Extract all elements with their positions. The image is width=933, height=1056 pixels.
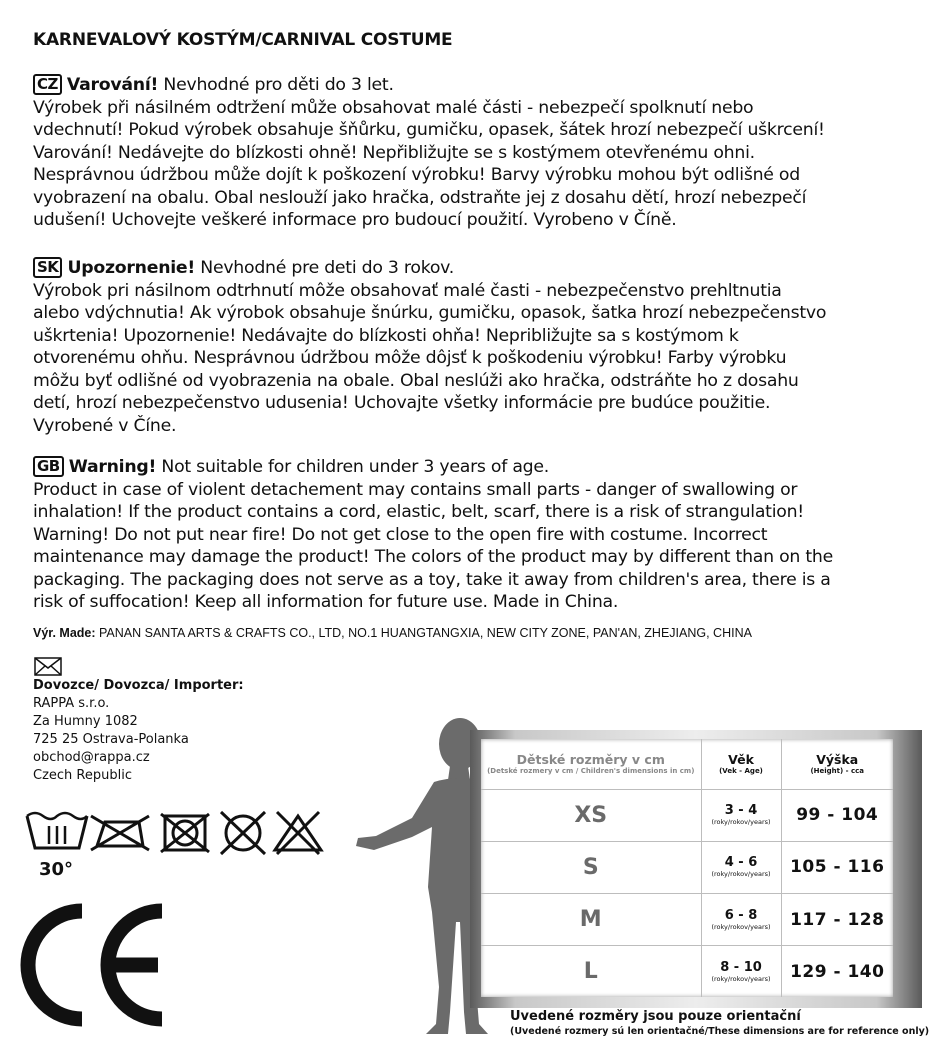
warning-heading-line <box>33 74 913 97</box>
age-cell: 3 - 4 <box>724 803 758 819</box>
table-row <box>481 789 893 841</box>
age-cell: 4 - 6 <box>724 855 758 871</box>
size-cell: XS <box>481 789 701 841</box>
warning-line: inhalation! If the product contains a cord, elastic, belt, scarf, there is a risk of strangulation! <box>33 502 804 522</box>
warning-keyword: Upozornenie! <box>67 258 196 278</box>
wash-temperature: 30° <box>39 859 74 880</box>
size-cell: L <box>481 946 701 997</box>
age-column-sub: (Vek - Age) <box>719 766 763 775</box>
warning-line: Varování! Nedávejte do blízkosti ohně! Nepřibližujte se s kostýmem otevřenému ohni. <box>33 142 755 163</box>
warning-intro: Not suitable for children under 3 years of age. <box>156 457 550 477</box>
page-title: KARNEVALOVÝ KOSTÝM/CARNIVAL COSTUME <box>33 30 453 50</box>
warning-line: vdechnutí! Pokud výrobek obsahuje šňůrku, gumičku, opasek, šátek hrozí nebezpečí uškrcení! <box>33 120 825 140</box>
warning-block-cz <box>33 74 913 232</box>
warning-line: Warning! Do not put near fire! Do not get close to the open fire with costume. Incorrect <box>33 524 768 545</box>
warning-keyword: Varování! <box>66 75 159 95</box>
no-dry-clean-icon <box>221 812 265 854</box>
no-tumble-dry-icon <box>161 814 209 852</box>
warning-line: Výrobek při násilném odtržení může obsahovat malé části - nebezpečí spolknutí nebo <box>33 97 754 118</box>
age-cell: 8 - 10 <box>720 959 762 975</box>
warning-line: Nesprávnou údržbou může dojít k poškození výrobku! Barvy výrobku mohou být odlišné od <box>33 165 800 185</box>
warning-line: risk of suffocation! Keep all information for future use. Made in China. <box>33 592 619 612</box>
importer-line: 725 25 Ostrava-Polanka <box>33 732 189 747</box>
table-row <box>481 946 893 997</box>
warning-line: uškrtenia! Upozornenie! Nedávajte do blízkosti ohňa! Nepribližujte sa s kostýmom k <box>33 325 739 346</box>
no-iron-icon <box>91 816 149 850</box>
warning-line: Vyrobené v Číne. <box>33 415 177 436</box>
wash-30-icon <box>27 813 87 880</box>
warning-line: detí, hrozí nebezpečenstvo udusenia! Uchovajte všetky informácie pre budúce použitie. <box>33 393 771 413</box>
manufacturer-label: Výr. Made: <box>33 626 96 640</box>
importer-heading: Dovozce/ Dovozca/ Importer: <box>33 678 244 693</box>
warning-block-sk <box>33 257 913 437</box>
height-column-header: Výška <box>816 751 859 767</box>
warning-heading-line <box>33 456 913 479</box>
importer-line: RAPPA s.r.o. <box>33 696 110 711</box>
ce-mark-icon <box>20 900 170 1030</box>
height-column-sub: (Height) - cca <box>810 766 865 775</box>
importer-line: Czech Republic <box>33 768 132 783</box>
age-unit: (roky/rokov/years) <box>711 870 771 879</box>
size-table-frame <box>470 730 922 1008</box>
warning-line: alebo vdýchnutia! Ak výrobok obsahuje šnúrku, gumičku, opasok, šatka hrozí nebezpečenstvo <box>33 303 827 323</box>
height-cell: 129 - 140 <box>781 946 893 997</box>
warning-line: Product in case of violent detachement may contains small parts - danger of swallowing or <box>33 479 798 500</box>
age-unit: (roky/rokov/years) <box>711 922 771 931</box>
height-cell: 105 - 116 <box>781 841 893 893</box>
warning-block-gb <box>33 456 913 614</box>
importer-line: obchod@rappa.cz <box>33 750 150 765</box>
language-flag: SK <box>33 257 62 278</box>
height-cell: 99 - 104 <box>781 789 893 841</box>
language-flag: GB <box>33 456 64 477</box>
age-unit: (roky/rokov/years) <box>711 818 771 827</box>
warning-intro: Nevhodné pro děti do 3 let. <box>158 75 394 95</box>
warning-line: vyobrazení na obalu. Obal neslouží jako hračka, odstraňte jej z dosahu dětí, hrozí nebezpečí <box>33 187 807 208</box>
warning-line: Výrobok pri násilnom odtrhnutí môže obsahovať malé časti - nebezpečenstvo prehltnutia <box>33 280 782 301</box>
language-flag: CZ <box>33 74 62 95</box>
height-cell: 117 - 128 <box>781 894 893 946</box>
size-table-title: Dětské rozměry v cm <box>516 752 665 768</box>
size-note: Uvedené rozměry jsou pouze orientační <box>510 1009 801 1024</box>
importer-line: Za Humny 1082 <box>33 714 138 729</box>
size-table-header <box>481 739 893 789</box>
manufacturer-line <box>33 626 752 640</box>
size-table-title-sub: (Detské rozmery v cm / Children's dimensions in cm) <box>487 767 695 776</box>
warning-line: udušení! Uchovejte veškeré informace pro budoucí použití. Vyrobeno v Číně. <box>33 210 677 230</box>
age-cell: 6 - 8 <box>724 907 758 923</box>
age-column-header: Věk <box>728 751 754 767</box>
warning-line: otvorenému ohňu. Nesprávnou údržbou môže dôjsť k poškodeniu výrobku! Farby výrobku <box>33 348 787 368</box>
size-note-sub: (Uvedené rozmery sú len orientačné/These dimensions are for reference only) <box>510 1026 930 1037</box>
warning-heading-line <box>33 257 913 280</box>
no-bleach-icon <box>275 812 321 854</box>
age-unit: (roky/rokov/years) <box>711 974 771 983</box>
warning-line: maintenance may damage the product! The colors of the product may by different than on the <box>33 547 833 567</box>
envelope-icon <box>34 657 62 676</box>
table-row <box>481 894 893 946</box>
warning-keyword: Warning! <box>68 457 157 477</box>
importer-address <box>33 677 244 785</box>
table-row <box>481 841 893 893</box>
care-symbols <box>25 808 325 883</box>
manufacturer-text: PANAN SANTA ARTS & CRAFTS CO., LTD, NO.1 HUANGTANGXIA, NEW CITY ZONE, PAN'AN, ZHEJIANG, CHINA <box>95 626 752 640</box>
warning-intro: Nevhodné pre deti do 3 rokov. <box>195 258 455 278</box>
size-table <box>481 739 893 997</box>
size-cell: S <box>481 841 701 893</box>
warning-line: môžu byť odlišné od vyobrazenia na obale. Obal neslúži ako hračka, odstráňte ho z dosahu <box>33 370 799 391</box>
warning-line: packaging. The packaging does not serve as a toy, take it away from children's area, there is a <box>33 569 831 590</box>
size-cell: M <box>481 894 701 946</box>
